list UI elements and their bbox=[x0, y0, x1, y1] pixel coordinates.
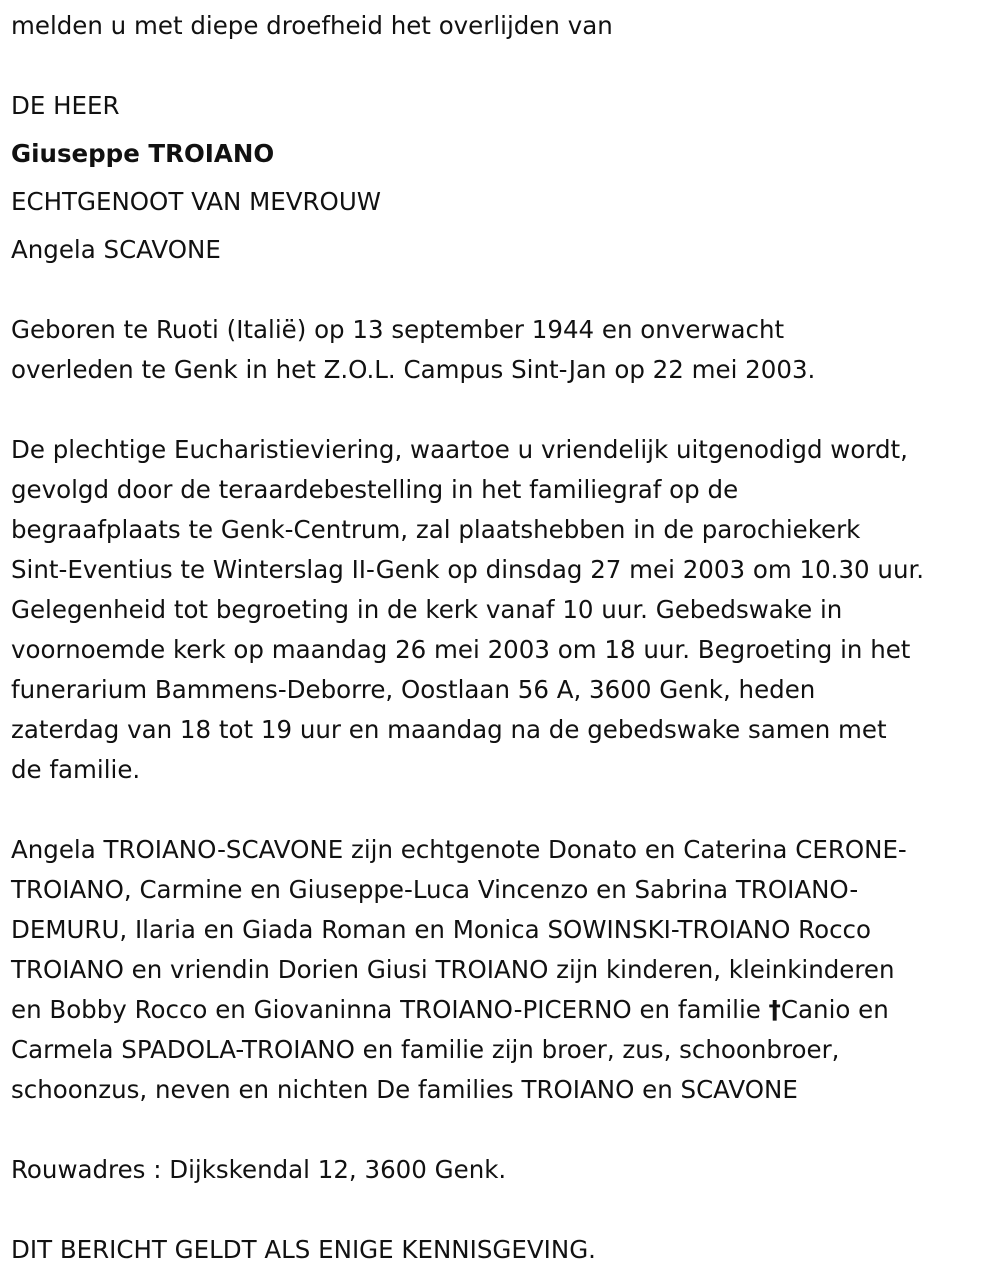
text-segment: en Bobby Rocco en Giovaninna TROIANO-PICERNO en familie bbox=[11, 995, 769, 1024]
text-line: gevolgd door de teraardebestelling in het familiegraf op de bbox=[11, 475, 739, 504]
text-line: voornoemde kerk op maandag 26 mei 2003 om 18 uur. Begroeting in het bbox=[11, 635, 911, 664]
cross-icon: † bbox=[768, 995, 781, 1024]
text-line: De plechtige Eucharistieviering, waartoe u vriendelijk uitgenodigd wordt, bbox=[11, 435, 908, 464]
deceased-name: Giuseppe TROIANO bbox=[11, 139, 275, 168]
text-line: funerarium Bammens-Deborre, Oostlaan 56 A, 3600 Genk, heden bbox=[11, 675, 816, 704]
text-line: schoonzus, neven en nichten De families TROIANO en SCAVONE bbox=[11, 1075, 798, 1104]
title-line: DE HEER bbox=[11, 91, 120, 120]
text-line: Angela TROIANO-SCAVONE zijn echtgenote Donato en Caterina CERONE- bbox=[11, 835, 907, 864]
spouse-line: ECHTGENOOT VAN MEVROUW bbox=[11, 187, 382, 216]
obituary-notice bbox=[11, 6, 995, 1270]
text-segment: Canio en bbox=[780, 995, 889, 1024]
intro-line: melden u met diepe droefheid het overlijden van bbox=[11, 11, 613, 40]
text-line: Gelegenheid tot begroeting in de kerk vanaf 10 uur. Gebedswake in bbox=[11, 595, 843, 624]
text-line: begraafplaats te Genk-Centrum, zal plaatshebben in de parochiekerk bbox=[11, 515, 861, 544]
mourning-address: Rouwadres : Dijkskendal 12, 3600 Genk. bbox=[11, 1155, 507, 1184]
closing-statement: DIT BERICHT GELDT ALS ENIGE KENNISGEVING. bbox=[11, 1235, 596, 1264]
text-line: de familie. bbox=[11, 755, 141, 784]
text-line: overleden te Genk in het Z.O.L. Campus Sint-Jan op 22 mei 2003. bbox=[11, 355, 816, 384]
text-line: Geboren te Ruoti (Italië) op 13 september 1944 en onverwacht bbox=[11, 315, 785, 344]
spouse-name: Angela SCAVONE bbox=[11, 235, 221, 264]
text-line: zaterdag van 18 tot 19 uur en maandag na de gebedswake samen met bbox=[11, 715, 887, 744]
ceremony-paragraph bbox=[11, 430, 995, 790]
family-paragraph bbox=[11, 830, 995, 1110]
text-line: DEMURU, Ilaria en Giada Roman en Monica SOWINSKI-TROIANO Rocco bbox=[11, 915, 872, 944]
birth-death-paragraph bbox=[11, 310, 995, 390]
text-line: TROIANO en vriendin Dorien Giusi TROIANO zijn kinderen, kleinkinderen bbox=[11, 955, 895, 984]
text-line: Sint-Eventius te Winterslag II-Genk op dinsdag 27 mei 2003 om 10.30 uur. bbox=[11, 555, 925, 584]
text-line: Carmela SPADOLA-TROIANO en familie zijn broer, zus, schoonbroer, bbox=[11, 1035, 840, 1064]
text-line-with-cross bbox=[11, 990, 995, 1030]
text-line: TROIANO, Carmine en Giuseppe-Luca Vincenzo en Sabrina TROIANO- bbox=[11, 875, 859, 904]
